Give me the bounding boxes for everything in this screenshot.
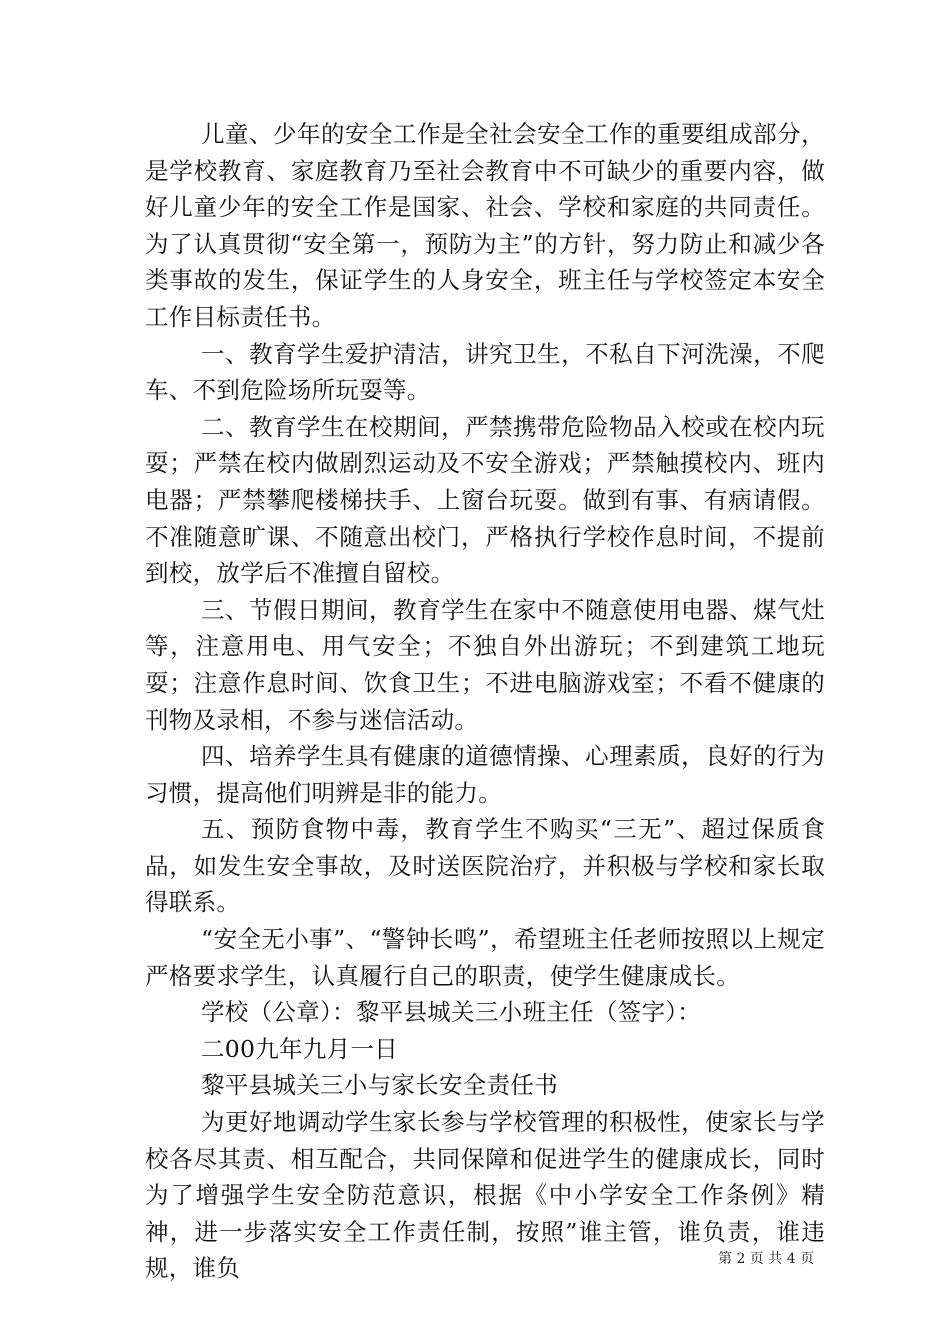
- page-number: 第 2 页 共 4 页: [718, 1251, 815, 1267]
- signature-line: 学校（公章）：黎平县城关三小班主任（签字）：: [201, 998, 702, 1027]
- document-body: [145, 116, 825, 1287]
- paragraph-item-3: 三、节假日期间，教育学生在家中不随意使用电器、煤气灶等，注意用电、用气安全；不独自外出游玩；不到建筑工地玩耍；注意作息时间、饮食卫生；不进电脑游戏室；不看不健康的刊物及录相，不参与迷信活动。: [145, 595, 825, 734]
- paragraph-item-1: 一、教育学生爱护清洁，讲究卫生，不私自下河洗澡，不爬车、不到危险场所玩耍等。: [145, 339, 825, 405]
- paragraph-parent-intro: 为更好地调动学生家长参与学校管理的积极性，使家长与学校各尽其责、相互配合，共同保障和促进学生的健康成长，同时为了增强学生安全防范意识，根据《中小学安全工作条例》精神，进一步落实安全工作责任制，按照”谁主管，谁负责，谁违规，谁负: [145, 1108, 825, 1283]
- paragraph-item-2: 二、教育学生在校期间，严禁携带危险物品入校或在校内玩耍；严禁在校内做剧烈运动及不安全游戏；严禁触摸校内、班内电器；严禁攀爬楼梯扶手、上窗台玩耍。做到有事、有病请假。不准随意旷课、不随意出校门，严格执行学校作息时间，不提前到校，放学后不准擅自留校。: [145, 412, 825, 588]
- paragraph-item-4: 四、培养学生具有健康的道德情操、心理素质，良好的行为习惯，提高他们明辨是非的能力。: [145, 742, 825, 807]
- section-title: 黎平县城关三小与家长安全责任书: [201, 1071, 558, 1100]
- paragraph-closing: “安全无小事”、“警钟长鸣”，希望班主任老师按照以上规定严格要求学生，认真履行自己的职责，使学生健康成长。: [145, 925, 825, 990]
- paragraph-item-5: 五、预防食物中毒，教育学生不购买“三无”、超过保质食品，如发生安全事故，及时送医院治疗，并积极与学校和家长取得联系。: [145, 815, 825, 917]
- date-line: 二00九年九月一日: [201, 1034, 399, 1063]
- paragraph-intro: 儿童、少年的安全工作是全社会安全工作的重要组成部分，是学校教育、家庭教育乃至社会教育中不可缺少的重要内容，做好儿童少年的安全工作是国家、社会、学校和家庭的共同责任。为了认真贯彻“安全第一，预防为主”的方针，努力防止和减少各类事故的发生，保证学生的人身安全，班主任与学校签定本安全工作目标责任书。: [145, 120, 825, 331]
